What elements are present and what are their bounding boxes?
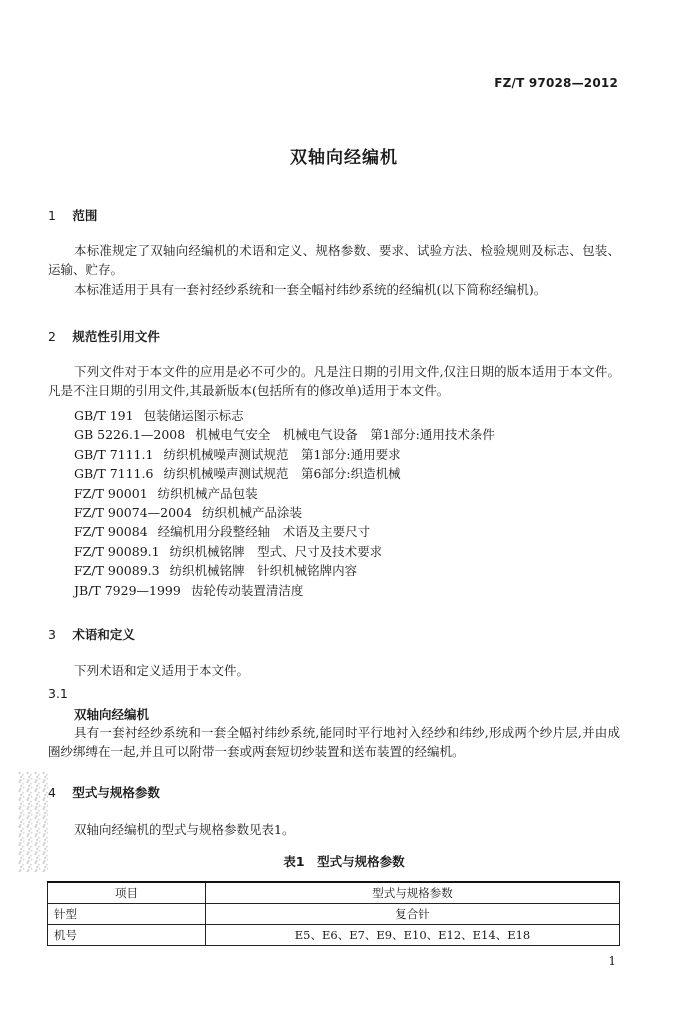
reference-title: 纺织机械产品涂装 bbox=[201, 505, 302, 521]
reference-code: JB/T 7929—1999 bbox=[74, 582, 181, 598]
subclause-number: 3.1 bbox=[48, 686, 68, 701]
section-3-heading bbox=[48, 625, 135, 643]
reference-code: FZ/T 90001 bbox=[74, 485, 148, 501]
spec-intro: 双轴向经编机的型式与规格参数见表1。 bbox=[74, 822, 295, 837]
reference-title: 纺织机械噪声测试规范 第6部分:织造机械 bbox=[163, 466, 401, 482]
terms-intro: 下列术语和定义适用于本文件。 bbox=[74, 663, 250, 678]
reference-title: 机械电气安全 机械电气设备 第1部分:通用技术条件 bbox=[195, 427, 495, 443]
reference-item bbox=[74, 561, 495, 580]
references-intro: 下列文件对于本文件的应用是必不可少的。凡是注日期的引用文件,仅注日期的版本适用于本文件。凡是不注日期的引用文件,其最新版本(包括所有的修改单)适用于本文件。 bbox=[48, 364, 620, 398]
reference-item bbox=[74, 503, 495, 522]
reference-item bbox=[74, 542, 495, 561]
section-number: 4 bbox=[48, 785, 56, 800]
reference-title: 纺织机械铭牌 针织机械铭牌内容 bbox=[169, 563, 358, 579]
table-row bbox=[48, 904, 620, 925]
section-title: 术语和定义 bbox=[72, 627, 135, 642]
section-2-heading bbox=[48, 327, 160, 345]
section-title: 范围 bbox=[72, 208, 98, 223]
reference-title: 纺织机械产品包装 bbox=[157, 485, 258, 501]
term-name: 双轴向经编机 bbox=[74, 707, 150, 722]
section-number: 1 bbox=[48, 208, 56, 223]
table-title: 表1 型式与规格参数 bbox=[283, 854, 405, 869]
section-title: 型式与规格参数 bbox=[72, 785, 160, 800]
spec-table bbox=[47, 881, 620, 946]
reference-item bbox=[74, 425, 495, 444]
table-row bbox=[48, 925, 620, 946]
section-title: 规范性引用文件 bbox=[72, 329, 160, 344]
reference-item bbox=[74, 522, 495, 541]
scope-paragraph-1: 本标准规定了双轴向经编机的术语和定义、规格参数、要求、试验方法、检验规则及标志、包装、运输、贮存。 bbox=[48, 243, 620, 277]
table-header-row bbox=[48, 882, 620, 904]
table-cell-item: 针型 bbox=[48, 904, 206, 925]
normative-reference-list bbox=[74, 406, 495, 600]
reference-title: 经编机用分段整经轴 术语及主要尺寸 bbox=[157, 524, 371, 540]
reference-item bbox=[74, 581, 495, 600]
reference-code: FZ/T 90089.3 bbox=[74, 563, 160, 579]
reference-title: 纺织机械铭牌 型式、尺寸及技术要求 bbox=[169, 543, 383, 559]
reference-code: FZ/T 90084 bbox=[74, 524, 148, 540]
reference-item bbox=[74, 445, 495, 464]
reference-title: 齿轮传动装置清洁度 bbox=[190, 582, 304, 598]
table-header-cell: 型式与规格参数 bbox=[206, 882, 620, 904]
table-cell-item: 机号 bbox=[48, 925, 206, 946]
section-number: 3 bbox=[48, 627, 56, 642]
section-1-heading bbox=[48, 206, 97, 224]
standard-code: FZ/T 97028—2012 bbox=[494, 76, 618, 90]
document-title: 双轴向经编机 bbox=[290, 148, 398, 168]
scope-paragraph-2: 本标准适用于具有一套衬经纱系统和一套全幅衬纬纱系统的经编机(以下简称经编机)。 bbox=[74, 282, 547, 297]
table-cell-value: 复合针 bbox=[206, 904, 620, 925]
term-definition: 具有一套衬经纱系统和一套全幅衬纬纱系统,能同时平行地衬入经纱和纬纱,形成两个纱片层,并由成圈纱绑缚在一起,并且可以附带一套或两套短切纱装置和送布装置的经编机。 bbox=[48, 725, 620, 759]
reference-code: GB 5226.1—2008 bbox=[74, 427, 186, 443]
reference-code: FZ/T 90089.1 bbox=[74, 543, 160, 559]
reference-title: 纺织机械噪声测试规范 第1部分:通用要求 bbox=[163, 446, 401, 462]
reference-item bbox=[74, 406, 495, 425]
reference-code: GB/T 7111.1 bbox=[74, 446, 154, 462]
section-number: 2 bbox=[48, 329, 56, 344]
reference-item bbox=[74, 484, 495, 503]
reference-code: GB/T 191 bbox=[74, 408, 134, 423]
section-4-heading bbox=[48, 783, 160, 801]
reference-code: FZ/T 90074—2004 bbox=[74, 505, 192, 521]
table-cell-value: E5、E6、E7、E9、E10、E12、E14、E18 bbox=[206, 925, 620, 946]
table-header-cell: 项目 bbox=[48, 882, 206, 904]
reference-title: 包装储运图示标志 bbox=[143, 408, 244, 423]
page-number: 1 bbox=[608, 954, 616, 968]
reference-item bbox=[74, 464, 495, 483]
reference-code: GB/T 7111.6 bbox=[74, 466, 154, 482]
